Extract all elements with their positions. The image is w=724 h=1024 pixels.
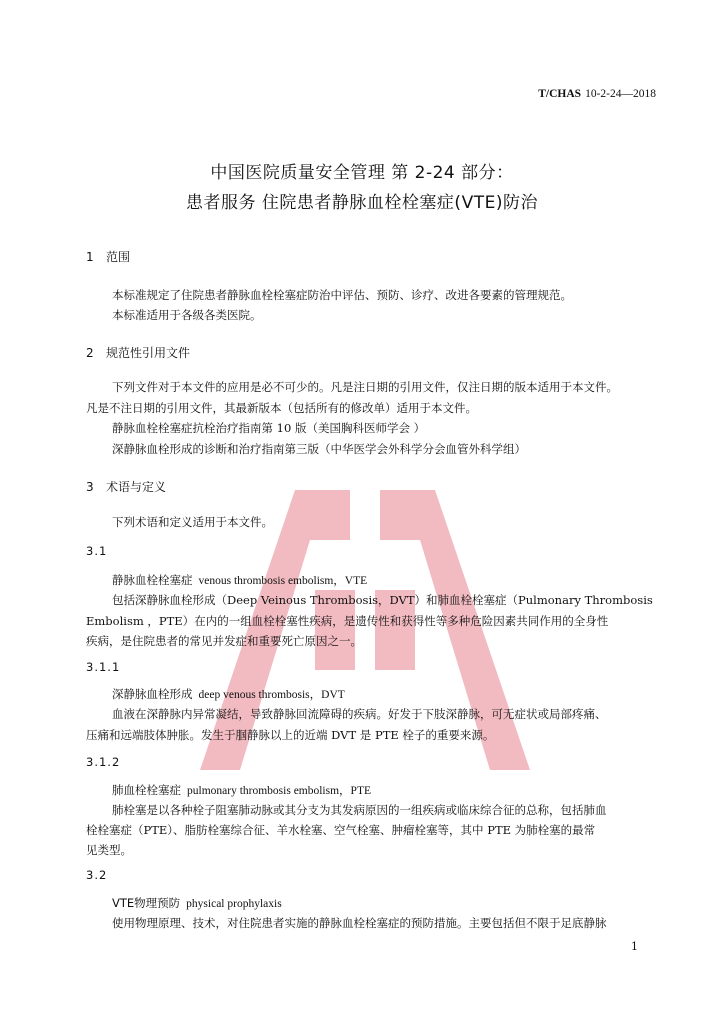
definition-line: 血液在深静脉内异常凝结，导致静脉回流障碍的疾病。好发于下肢深静脉，可无症状或局部疼痛、: [112, 707, 607, 721]
term-line: [112, 570, 367, 592]
section-1-heading: [86, 248, 130, 265]
definition-line: 疾病，是住院患者的常见并发症和重要死亡原因之一。: [86, 634, 362, 648]
term-en: venous thrombosis embolism，VTE: [198, 575, 368, 587]
standard-org: T/CHAS: [538, 88, 582, 100]
term-line: [112, 893, 282, 915]
definition-line: 栓栓塞症（PTE）、脂肪栓塞综合征、羊水栓塞、空气栓塞、肿瘤栓塞等，其中 PTE 为肺栓塞的最常: [86, 823, 596, 837]
reference-item: 深静脉血栓形成的诊断和治疗指南第三版（中华医学会外科学分会血管外科学组）: [112, 442, 526, 456]
title-line-2: 患者服务 住院患者静脉血栓栓塞症(VTE)防治: [186, 193, 538, 213]
definition-line: 压痛和远端肢体肿胀。发生于腘静脉以上的近端 DVT 是 PTE 栓子的重要来源。: [86, 728, 495, 742]
paragraph: 凡是不注日期的引用文件，其最新版本（包括所有的修改单）适用于本文件。: [86, 401, 477, 415]
section-3-heading: [86, 478, 166, 495]
definition-line: 包括深静脉血栓形成（Deep Veinous Thrombosis，DVT）和肺血栓栓塞症（Pulmonary Thrombosis: [112, 593, 653, 607]
definition-line: Embolism ，PTE）在内的一组血栓栓塞性疾病，是遗传性和获得性等多种危险因素共同作用的全身性: [86, 614, 609, 628]
term-zh: 肺血栓栓塞症: [112, 783, 181, 797]
section-title: 规范性引用文件: [106, 346, 191, 360]
term-en: pulmonary thrombosis embolism，PTE: [187, 785, 371, 797]
definition-line: 肺栓塞是以各种栓子阻塞肺动脉或其分支为其发病原因的一组疾病或临床综合征的总称，包括肺血: [112, 803, 607, 817]
paragraph: 下列术语和定义适用于本文件。: [112, 515, 273, 529]
subsection-number: 3.2: [86, 868, 108, 882]
page-number: 1: [631, 940, 638, 953]
term-zh: 深静脉血栓形成: [112, 687, 193, 701]
term-zh: 静脉血栓栓塞症: [112, 573, 193, 587]
term-line: [112, 684, 345, 706]
term-line: [112, 780, 371, 802]
section-2-heading: [86, 344, 190, 361]
section-number: 1: [86, 250, 94, 264]
subsection-number: 3.1: [86, 544, 108, 558]
paragraph: 本标准适用于各级各类医院。: [112, 308, 262, 322]
section-number: 2: [86, 346, 94, 360]
term-en: deep venous thrombosis，DVT: [198, 689, 345, 701]
definition-line: 见类型。: [86, 843, 132, 857]
section-number: 3: [86, 480, 94, 494]
subsection-number: 3.1.2: [86, 755, 121, 769]
term-zh: VTE物理预防: [112, 896, 181, 910]
reference-item: 静脉血栓栓塞症抗栓治疗指南第 10 版（美国胸科医师学会 ）: [112, 421, 426, 435]
standard-number: 10-2-24—2018: [585, 88, 656, 100]
standard-code: [538, 88, 656, 100]
term-en: physical prophylaxis: [186, 898, 282, 910]
section-title: 术语与定义: [106, 480, 167, 494]
subsection-number: 3.1.1: [86, 660, 121, 674]
paragraph: 本标准规定了住院患者静脉血栓栓塞症防治中评估、预防、诊疗、改进各要素的管理规范。: [112, 288, 572, 302]
section-title: 范围: [106, 250, 131, 264]
title-line-1: 中国医院质量安全管理 第 2-24 部分：: [210, 163, 514, 183]
paragraph: 下列文件对于本文件的应用是必不可少的。凡是注日期的引用文件，仅注日期的版本适用于本文件。: [112, 380, 618, 394]
definition-line: 使用物理原理、技术，对住院患者实施的静脉血栓栓塞症的预防措施。主要包括但不限于足底静脉: [112, 916, 607, 930]
